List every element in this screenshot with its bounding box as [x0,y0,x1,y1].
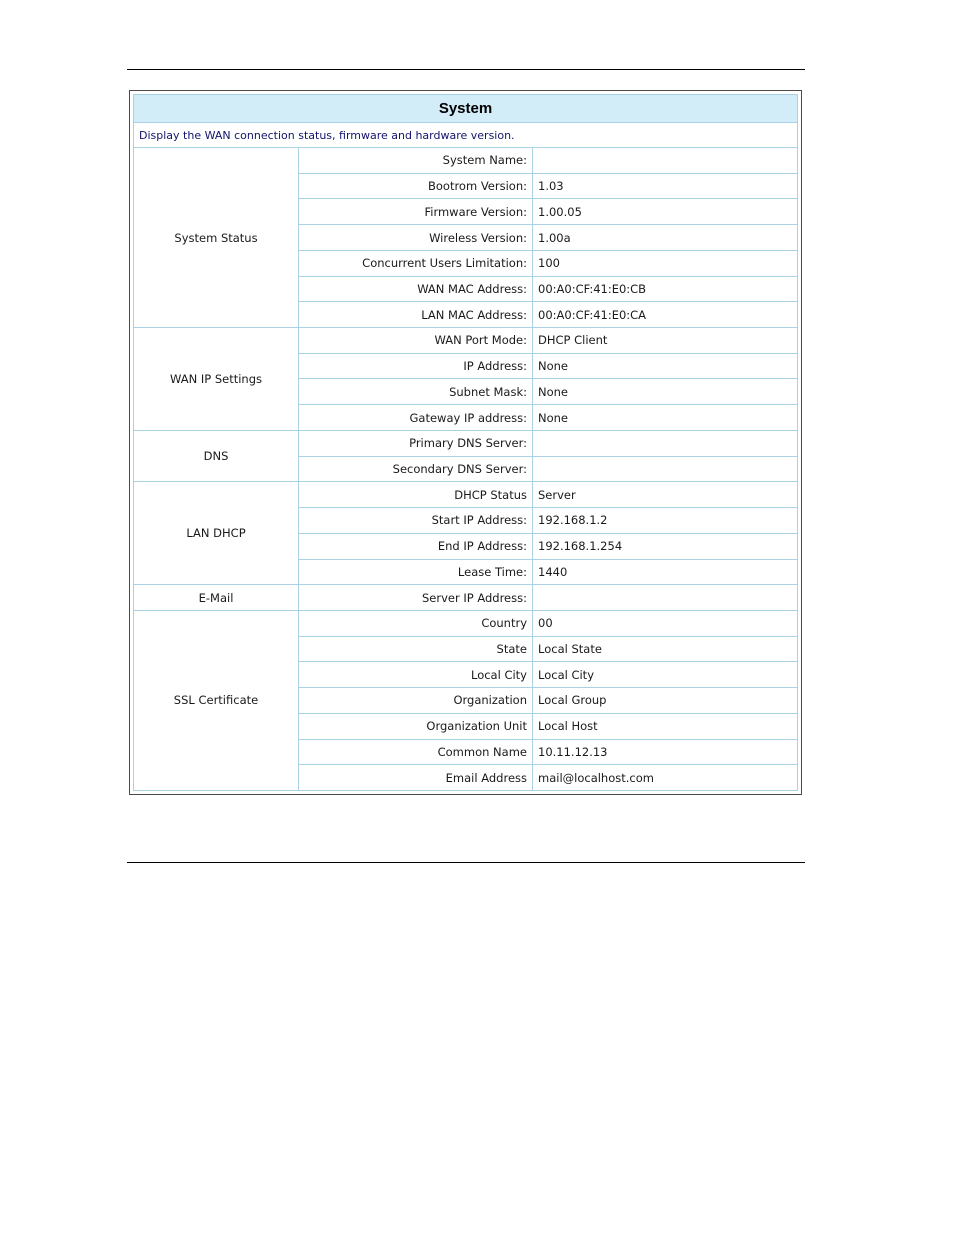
field-label: Email Address [299,765,533,791]
group-label: DNS [134,430,299,481]
field-value [533,456,798,482]
field-value: Local Group [533,688,798,714]
system-info-rows [134,148,798,791]
field-label: Wireless Version: [299,225,533,251]
field-value: Local City [533,662,798,688]
field-value: None [533,379,798,405]
field-value: 192.168.1.2 [533,508,798,534]
group-label: System Status [134,148,299,328]
group-label: WAN IP Settings [134,328,299,431]
field-value: 1.03 [533,173,798,199]
field-value: Local Host [533,713,798,739]
field-value: Local State [533,636,798,662]
table-row [134,328,798,354]
field-label: Organization [299,688,533,714]
field-value: None [533,405,798,431]
page-header-rule [127,69,805,70]
field-value: None [533,353,798,379]
field-value [533,585,798,611]
field-label: Gateway IP address: [299,405,533,431]
table-row [134,430,798,456]
field-label: IP Address: [299,353,533,379]
field-label: Common Name [299,739,533,765]
group-label: E-Mail [134,585,299,611]
field-value: 00:A0:CF:41:E0:CA [533,302,798,328]
system-info-table [133,94,798,791]
system-status-panel [129,90,802,795]
field-label: Subnet Mask: [299,379,533,405]
table-row [134,585,798,611]
field-label: Concurrent Users Limitation: [299,250,533,276]
field-value [533,148,798,174]
group-label: LAN DHCP [134,482,299,585]
field-value: 1440 [533,559,798,585]
field-value: mail@localhost.com [533,765,798,791]
table-row [134,610,798,636]
panel-title-row [134,95,798,123]
field-label: DHCP Status [299,482,533,508]
field-label: WAN MAC Address: [299,276,533,302]
table-row [134,148,798,174]
field-label: System Name: [299,148,533,174]
field-label: Server IP Address: [299,585,533,611]
field-label: Secondary DNS Server: [299,456,533,482]
field-label: State [299,636,533,662]
field-label: LAN MAC Address: [299,302,533,328]
panel-description-row [134,123,798,148]
field-value: 100 [533,250,798,276]
field-value: 10.11.12.13 [533,739,798,765]
field-value: 00 [533,610,798,636]
field-label: Local City [299,662,533,688]
field-label: Bootrom Version: [299,173,533,199]
field-value [533,430,798,456]
field-label: Firmware Version: [299,199,533,225]
field-value: DHCP Client [533,328,798,354]
field-label: WAN Port Mode: [299,328,533,354]
field-value: 00:A0:CF:41:E0:CB [533,276,798,302]
field-value: 1.00a [533,225,798,251]
field-label: Country [299,610,533,636]
panel-description: Display the WAN connection status, firmware and hardware version. [134,123,798,148]
field-label: Start IP Address: [299,508,533,534]
field-value: Server [533,482,798,508]
field-value: 192.168.1.254 [533,533,798,559]
field-label: Lease Time: [299,559,533,585]
group-label: SSL Certificate [134,610,299,790]
panel-title: System [134,95,798,123]
table-row [134,482,798,508]
field-label: Organization Unit [299,713,533,739]
field-value: 1.00.05 [533,199,798,225]
field-label: Primary DNS Server: [299,430,533,456]
field-label: End IP Address: [299,533,533,559]
page-footer-rule [127,862,805,863]
